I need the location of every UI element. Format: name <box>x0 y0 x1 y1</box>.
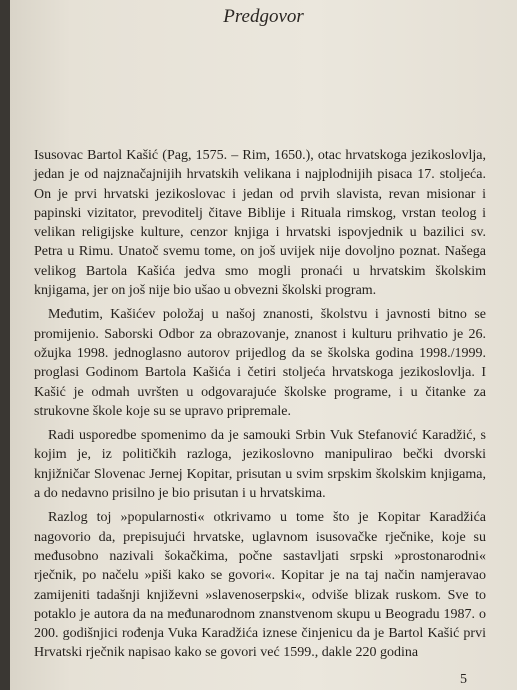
paragraph-4: Razlog toj »popularnosti« otkrivamo u tome što je Kopitar Karadžića nagovorio da, prepisujući hrvatske, uglavnom isusovačke rječnike, koje su međusobno nazivali šokačkima, počne sastavljati srpski »prostonarodni« rječnik, po načelu »piši kako se govori«. Kopitar je na taj način namjeravao zamijeniti tadašnji književni »slavenoserpski«, odviše blizak ruskom. Sve to potaklo je autora da na međunarodnom znanstvenom skupu u Beogradu 1987. o 200. godišnjici rođenja Vuka Karadžića iznese činjenicu da je Bartol Kašić prvi Hrvatski rječnik napisao kako se govori već 1599., dakle 220 godina <box>34 510 486 661</box>
body-text <box>34 146 486 668</box>
paragraph-3: Radi usporedbe spomenimo da je samouki Srbin Vuk Stefanović Karadžić, s kojim je, iz političkih razloga, jezikoslovno manipulirao bečki dvorski knjižničar Slovenac Jernej Kopitar, prisutan u svim srpskim školskim knjigama, a do nedavno prisilno je bio prisutan i u hrvatskima. <box>34 428 486 502</box>
paragraph-1: Isusovac Bartol Kašić (Pag, 1575. – Rim, 1650.), otac hrvatskoga jezikoslovlja, jedan je od najznačajnijih hrvatskih velikana i najplodnijih pisaca 17. stoljeća. On je prvi hrvatski jezikoslovac i jedan od prvih slavista, revan misionar i papinski vizitator, prevoditelj čitave Biblije i Rituala rimskog, vrstan teolog i velikan religijske kulture, cenzor knjiga i hrvatski ispovjednik u bazilici sv. Petra u Rimu. Unatoč svemu tome, on još uvijek nije dovoljno poznat. Našega velikog Bartola Kašića jedva smo mogli pronaći u hrvatskim školskim knjigama, jer on još nije bio ušao u obvezni školski program. <box>34 148 486 299</box>
paragraph-2: Međutim, Kašićev položaj u našoj znanosti, školstvu i javnosti bitno se promijenio. Saborski Odbor za obrazovanje, znanost i kulturu prihvatio je 26. ožujka 1998. jednoglasno autorov prijedlog da se školska godina 1998./1999. proglasi Godinom Bartola Kašića i četiri stoljeća hrvatskoga jezikoslovlja. I Kašić je odmah uvršten u odgovarajuće školske programe, i u čitanke za strukovne škole koje su se upravo pripremale. <box>34 307 486 419</box>
page-number: 5 <box>460 672 467 687</box>
book-page <box>10 0 517 690</box>
page-title: Predgovor <box>223 6 304 27</box>
